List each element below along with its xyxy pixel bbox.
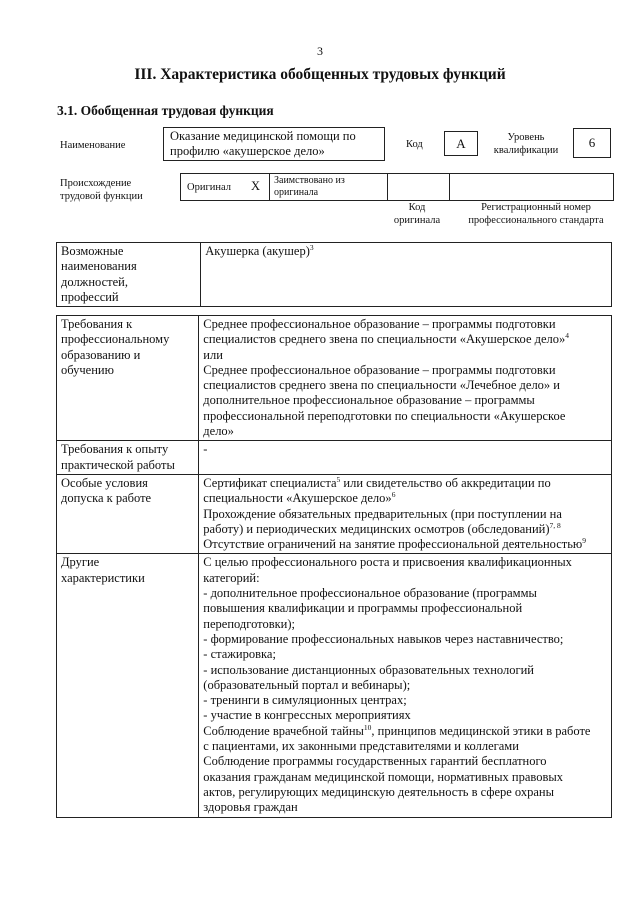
borrowed-label-line: Заимствовано из	[274, 175, 345, 186]
requirement-label-line: допуска к работе	[61, 491, 152, 506]
requirement-line: - дополнительное профессиональное образование (программы	[203, 586, 537, 601]
requirement-value	[199, 316, 612, 441]
requirement-line: Среднее профессиональное образование – программы подготовки	[203, 362, 556, 377]
requirement-line: С целью профессионального роста и присвоения квалификационных	[203, 555, 572, 570]
requirement-line: Отсутствие ограничений на занятие профессиональной деятельностью$^9$	[203, 536, 587, 552]
requirement-line: дело»	[203, 424, 234, 439]
requirement-line: - тренинги в симуляционных центрах;	[203, 693, 407, 708]
function-name-line: профилю «акушерское дело»	[170, 144, 325, 158]
requirement-line: повышения квалификации и программы профессиональной	[203, 601, 523, 616]
requirement-line: (образовательный портал и вебинары);	[203, 677, 411, 692]
requirement-line: актов, регулирующих медицинскую деятельность в сфере охраны	[203, 784, 554, 799]
requirement-line: - использование дистанционных образовательных технологий	[203, 662, 534, 677]
requirement-line: оказания гражданам медицинской помощи, нормативных правовых	[203, 769, 564, 784]
function-name-box	[163, 127, 385, 161]
requirement-line: специалистов среднего звена по специальности «Лечебное дело» и	[203, 378, 561, 393]
caption-line: Регистрационный номер	[481, 202, 591, 213]
name-label: Наименование	[60, 140, 126, 151]
requirement-label	[57, 316, 199, 441]
page-number: 3	[317, 44, 323, 58]
requirement-line: профессиональной переподготовки по специальности «Акушерское	[203, 408, 566, 423]
code-label: Код	[406, 139, 423, 150]
caption-line: Код	[408, 202, 426, 213]
requirement-label-line: образованию и	[61, 347, 141, 362]
requirements-table	[56, 315, 612, 818]
level-label-line: квалификации	[493, 145, 559, 156]
requirement-line: работу) и периодических медицинских осмотров (обследований)$^{7, 8}$	[203, 520, 561, 536]
requirement-label-line: характеристики	[61, 570, 145, 585]
requirement-value	[199, 554, 612, 817]
requirement-line: Среднее профессиональное образование – программы подготовки	[203, 317, 556, 331]
requirement-line: Соблюдение программы государственных гарантий бесплатного	[203, 754, 547, 769]
requirement-label-line: Требования к	[61, 317, 133, 331]
requirement-label-line: профессиональному	[61, 332, 170, 347]
requirement-label	[57, 441, 199, 475]
requirement-line: -	[203, 442, 208, 457]
requirement-label-line: практической работы	[61, 457, 175, 472]
original-label: Оригинал	[187, 182, 231, 193]
level-value: 6	[573, 128, 611, 158]
original-mark: Х	[251, 179, 261, 193]
requirement-line: категорий:	[203, 570, 260, 585]
table-row	[57, 316, 612, 441]
requirement-line: специалистов среднего звена по специальности «Акушерское дело»$^4$	[203, 331, 570, 347]
requirement-line: Соблюдение врачебной тайны$^{10}$, принципов медицинской этики в работе	[203, 722, 591, 738]
table-row	[57, 243, 612, 307]
table-row	[57, 474, 612, 553]
requirement-line: - стажировка;	[203, 647, 276, 662]
requirement-line: дополнительное профессиональное образование – программы	[203, 393, 535, 408]
origin-label-line: трудовой функции	[60, 191, 143, 202]
requirement-line: - формирование профессиональных навыков через наставничество;	[203, 631, 564, 646]
borrowed-label-line: оригинала	[274, 187, 319, 198]
requirement-line: Сертификат специалиста$^5$ или свидетельство об аккредитации по	[203, 474, 551, 490]
requirement-label	[57, 474, 199, 553]
table-row	[57, 441, 612, 475]
requirement-line: или	[203, 347, 223, 362]
reg-number-caption	[452, 201, 620, 227]
level-label-line: Уровень	[507, 132, 545, 143]
requirement-label-line: Требования к опыту	[61, 442, 169, 457]
requirement-value	[199, 441, 612, 475]
origin-strip	[180, 173, 614, 201]
requirement-line: специальности «Акушерское дело»$^6$	[203, 490, 396, 506]
level-label	[488, 131, 564, 157]
requirement-line: здоровья граждан	[203, 800, 298, 815]
requirement-line: Прохождение обязательных предварительных (при поступлении на	[203, 506, 562, 521]
requirement-line: переподготовки);	[203, 616, 296, 631]
subsection-title: 3.1. Обобщенная трудовая функция	[57, 103, 274, 118]
borrowed-label	[274, 175, 345, 199]
origin-label-line: Происхождение	[60, 178, 132, 189]
origin-label	[60, 177, 143, 203]
code-value: А	[444, 131, 478, 156]
requirement-label-line: обучению	[61, 362, 114, 377]
requirement-label-line: Особые условия	[61, 475, 148, 490]
positions-label: Возможные наименования должностей, профессий	[57, 243, 201, 307]
caption-line: оригинала	[393, 215, 441, 226]
function-name-line: Оказание медицинской помощи по	[170, 129, 356, 143]
table-row	[57, 554, 612, 817]
requirement-line: - участие в конгрессных мероприятиях	[203, 708, 411, 723]
section-title: III. Характеристика обобщенных трудовых функций	[134, 66, 506, 83]
requirement-line: с пациентами, их законными представителями и коллегами	[203, 739, 519, 754]
code-original-caption	[386, 201, 448, 227]
requirement-value	[199, 474, 612, 553]
positions-table	[56, 242, 612, 307]
requirement-label	[57, 554, 199, 817]
caption-line: профессионального стандарта	[468, 215, 604, 226]
positions-value: Акушерка (акушер)$^3$	[201, 243, 612, 307]
requirement-label-line: Другие	[61, 555, 100, 570]
